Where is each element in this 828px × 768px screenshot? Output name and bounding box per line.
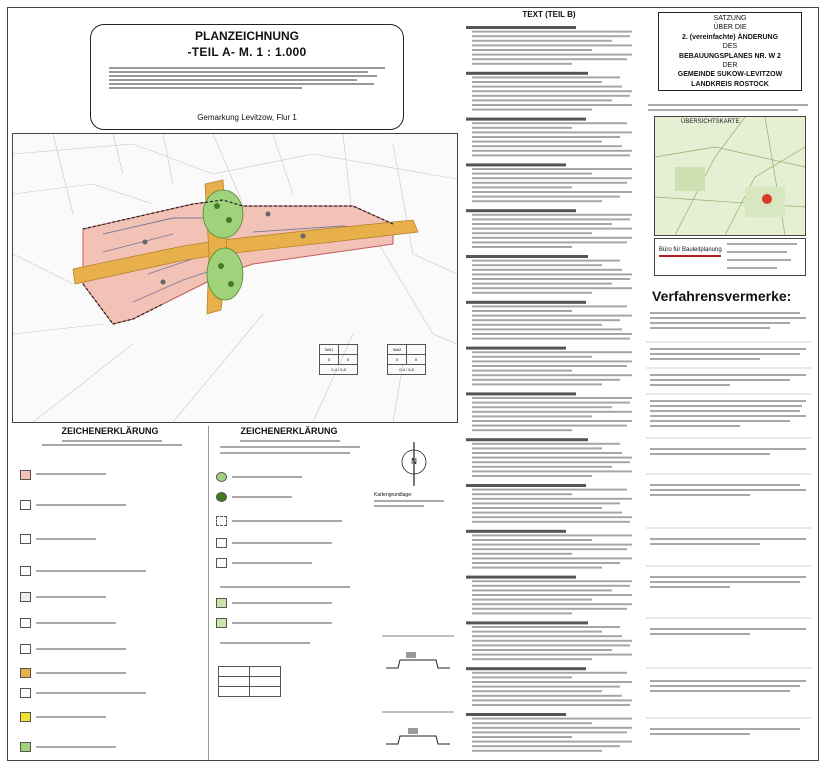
satzung-line-5: BEBAUUNGSPLANES NR. W 2 [679,52,781,60]
north-block [372,440,460,530]
legend-matrix [218,666,281,697]
planner-name: Büro für Bauleitplanung [659,247,722,253]
green-space-south [207,248,243,300]
area-table-left: WA1 0 II 0,4 / 0,8 [319,344,358,375]
green-space-north [203,190,243,238]
satzung-line-8: LANDKREIS ROSTOCK [691,80,769,88]
verfahrensvermerke-heading: Verfahrensvermerke: [652,288,792,304]
title-line-1: PLANZEICHNUNG [195,29,299,43]
legend-column-2 [210,426,368,760]
plan-drawing [12,133,458,423]
right-column [642,10,816,760]
overview-map-svg [655,117,805,235]
legend-swatch-green [20,742,31,752]
title-block [90,24,404,130]
satzung-line-1: SATZUNG [713,15,747,22]
text-part-body [466,22,632,762]
satzung-line-2: ÜBER DIE [713,24,747,32]
procedure-notes [642,308,816,758]
planner-box [654,238,806,276]
svg-text:N: N [411,457,417,466]
legend-column-1 [12,426,209,760]
overview-map-label: ÜBERSICHTSKARTE [681,119,740,125]
text-part-heading: TEXT (TEIL B) [522,10,576,19]
title-fine-print [109,65,385,91]
location-label: Gemarkung Levitzow, Flur 1 [197,113,297,122]
north-arrow-icon [394,440,434,490]
satzung-title-box [658,12,802,91]
kartengrundlage-label: Kartengrundlage: [374,492,413,498]
legend-swatch-road [20,668,31,678]
area-table-right: WA2 0 II 0,4 / 0,8 [387,344,426,375]
overview-map [654,116,806,236]
legend-swatch-residential [20,470,31,480]
road-cross-sections [378,628,458,758]
satzung-line-4: DES [722,43,738,51]
legend-heading-1: ZEICHENERKLÄRUNG [61,426,159,436]
location-marker-icon [762,194,772,204]
satzung-line-3: 2. (vereinfachte) ÄNDERUNG [681,33,779,41]
plan-svg [13,134,457,422]
legend-swatch-yellow [20,712,31,722]
satzung-line-6: DER [722,62,738,70]
satzung-line-7: GEMEINDE SUKOW-LEVITZOW [677,71,783,79]
text-part [466,10,632,760]
title-line-2: -TEIL A- M. 1 : 1.000 [187,45,307,59]
legend-heading-2: ZEICHENERKLÄRUNG [240,426,338,436]
